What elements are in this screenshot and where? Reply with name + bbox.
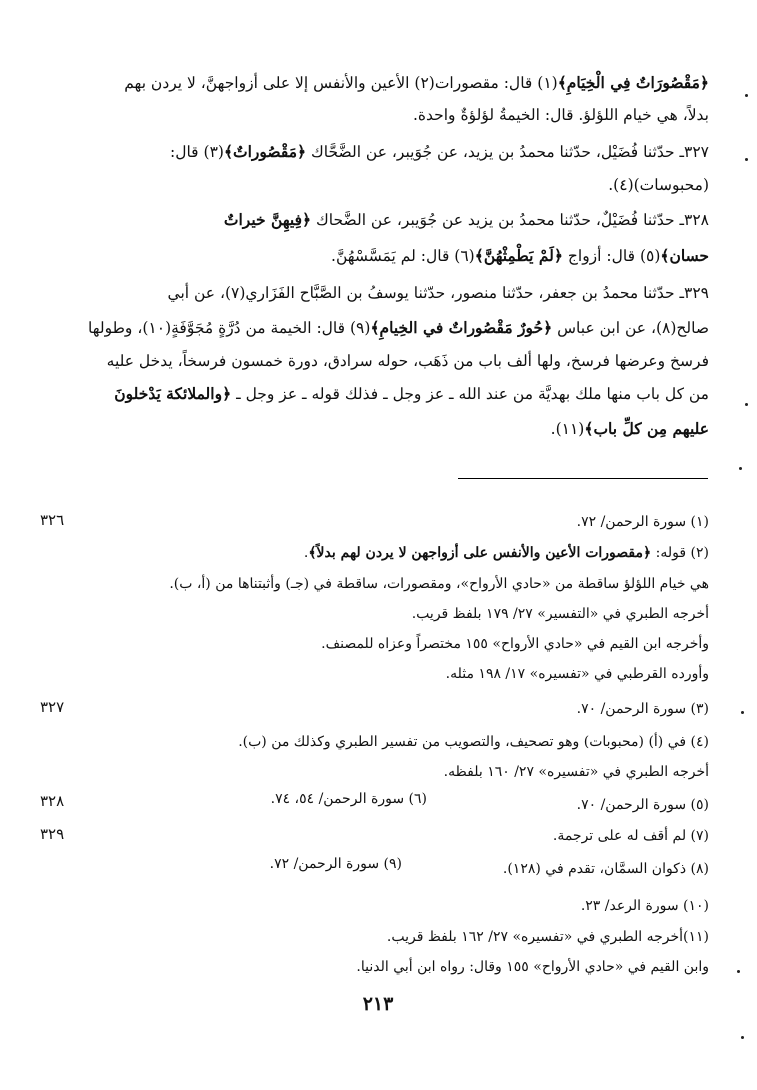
footnote-line [167, 785, 427, 813]
text-segment: وأخرجه ابن القيم في «حادي الأرواح» ١٥٥ مختصراً وعزاه للمصنف. [321, 636, 709, 652]
text-line [49, 379, 709, 409]
text-segment: ٣٢٨ـ حدّثنا فُضَيْلٌ، حدّثنا محمدُ بن يزيد عن جُوَيبر، عن الضَّحاك [311, 211, 709, 229]
text-segment: (١٠) سورة الرعد/ ٢٣. [580, 898, 709, 914]
text-line [49, 414, 709, 444]
text-segment: (٨) ذكوان السمَّان، تقدم في (١٢٨). [502, 861, 709, 877]
margin-mark [737, 970, 740, 973]
text-segment: من كل باب منها ملك بهديَّة من عند الله ـ عز وجل ـ فذلك قوله ـ عز وجل ـ [231, 385, 709, 403]
text-line [49, 241, 709, 271]
footnote-line [109, 892, 709, 920]
margin-mark [741, 1036, 744, 1039]
text-segment: (٦) قال: لم يَمَسَّسْهُنَّ. [331, 247, 475, 265]
hadith-marker-328: ٣٢٨ [40, 792, 65, 810]
text-segment: (محبوسات)(٤). [608, 176, 709, 194]
text-line [49, 313, 709, 343]
text-line [69, 205, 709, 235]
text-line [49, 346, 709, 376]
text-line [69, 278, 709, 308]
footnote-line [109, 539, 709, 567]
text-segment: بدلاً، هي خيام اللؤلؤ. قال: الخيمةُ لؤلؤةٌ واحدة. [412, 106, 709, 124]
text-line [49, 68, 709, 98]
text-segment: (١) سورة الرحمن/ ٧٢. [576, 514, 709, 530]
text-segment: وأورده القرطبي في «تفسيره» ١٧/ ١٩٨ مثله. [445, 666, 709, 682]
text-segment: أخرجه الطبري في «التفسير» ٢٧/ ١٧٩ بلفظ قريب. [411, 606, 709, 622]
footnote-line [109, 758, 709, 786]
text-segment: (٣) قال: [169, 143, 224, 161]
footnote-line [409, 855, 709, 883]
footnote-line [109, 600, 709, 628]
text-segment: (٩) سورة الرحمن/ ٧٢. [269, 856, 402, 872]
text-segment: أخرجه الطبري في «تفسيره» ٢٧/ ١٦٠ بلفظه. [443, 764, 709, 780]
text-segment: وابن القيم في «حادي الأرواح» ١٥٥ وقال: رواه ابن أبي الدنيا. [356, 959, 709, 975]
footnote-line [479, 791, 709, 819]
footnote-separator [458, 478, 708, 479]
text-line [69, 137, 709, 167]
hadith-marker-326: ٣٢٦ [40, 511, 65, 529]
text-segment: (١١)أخرجه الطبري في «تفسيره» ٢٧/ ١٦٢ بلفظ قريب. [386, 929, 709, 945]
margin-mark [745, 403, 748, 406]
quran-quote: ﴿فِيهِنَّ خيراتٌ [223, 210, 312, 229]
text-segment: (٦) سورة الرحمن/ ٥٤، ٧٤. [270, 791, 427, 807]
footnote-line [109, 953, 709, 981]
text-segment: صالح(٨)، عن ابن عباس [552, 319, 709, 337]
footnote-line [109, 822, 709, 850]
footnote-line [109, 923, 709, 951]
text-segment: (٥) سورة الرحمن/ ٧٠. [576, 797, 709, 813]
margin-mark [745, 158, 748, 161]
footnote-line [109, 508, 709, 536]
text-segment: (٣) سورة الرحمن/ ٧٠. [576, 701, 709, 717]
margin-mark [745, 94, 748, 97]
text-segment: ٣٢٩ـ حدّثنا محمدُ بن جعفر، حدّثنا منصور، حدّثنا يوسفُ بن الصَّبَّاح الفَزَاري(٧)، عن أبي [167, 284, 709, 302]
page-number: ٢١٣ [362, 993, 394, 1015]
text-segment: فرسخ وعرضها فرسخ، ولها ألف باب من ذَهَب، حوله سرادق، دورة خمسون فرسخاً، يدخل عليه [106, 352, 709, 370]
quran-quote: حسان﴾ [660, 246, 709, 265]
margin-mark [741, 711, 744, 714]
text-segment: (١١). [550, 420, 585, 438]
hadith-marker-327: ٣٢٧ [40, 698, 65, 716]
quran-quote: ﴿مقصورات الأعين والأنفس على أزواجهن لا يردن لهم بدلاً﴾ [308, 545, 652, 561]
quran-quote: ﴿والملائكة يَدْخلونَ [114, 384, 232, 403]
quran-quote: عليهم مِن كلِّ باب﴾ [584, 419, 709, 438]
text-segment: هي خيام اللؤلؤ ساقطة من «حادي الأرواح»، ومقصورات، ساقطة في (جـ) وأثبتناها من (أ، ب). [169, 576, 709, 592]
quran-quote: ﴿لَمْ يَطْمِثْهُنَّ﴾ [474, 246, 563, 265]
footnote-line [109, 695, 709, 723]
quran-quote: ﴿مَقْصُوراتٌ﴾ [223, 142, 307, 161]
text-segment: (٥) قال: أزواج [562, 247, 661, 265]
footnote-line [109, 728, 709, 756]
quran-quote: ﴿حُورٌ مَقْصُوراتٌ في الخِيامِ﴾ [370, 318, 553, 337]
text-segment: (١) قال: مقصورات(٢) الأعين والأنفس إلا على أزواجهنَّ، لا يردن بهم [124, 74, 558, 92]
hadith-marker-329: ٣٢٩ [40, 825, 65, 843]
margin-mark [739, 467, 742, 470]
text-line [49, 100, 709, 130]
text-segment: (٩) قال: الخيمة من دُرَّةٍ مُجَوَّفَةٍ(١٠)، وطولها [88, 319, 371, 337]
text-line [49, 170, 709, 200]
footnote-line [109, 630, 709, 658]
footnote-line [142, 850, 402, 878]
footnote-line [109, 660, 709, 688]
quran-quote: ﴿مَقْصُورَاتٌ فِي الْخِيَامِ﴾ [557, 73, 709, 92]
text-segment: (٢) قوله: [651, 545, 709, 561]
footnote-line [109, 570, 709, 598]
text-segment: . [303, 545, 309, 561]
text-segment: (٤) في (أ) (محبوبات) وهو تصحيف، والتصويب من تفسير الطبري وكذلك من (ب). [238, 734, 709, 750]
text-segment: ٣٢٧ـ حدّثنا فُضَيْل، حدّثنا محمدُ بن يزيد، عن جُوَيبر، عن الضَّحَّاك [306, 143, 709, 161]
text-segment: (٧) لم أقف له على ترجمة. [552, 828, 709, 844]
